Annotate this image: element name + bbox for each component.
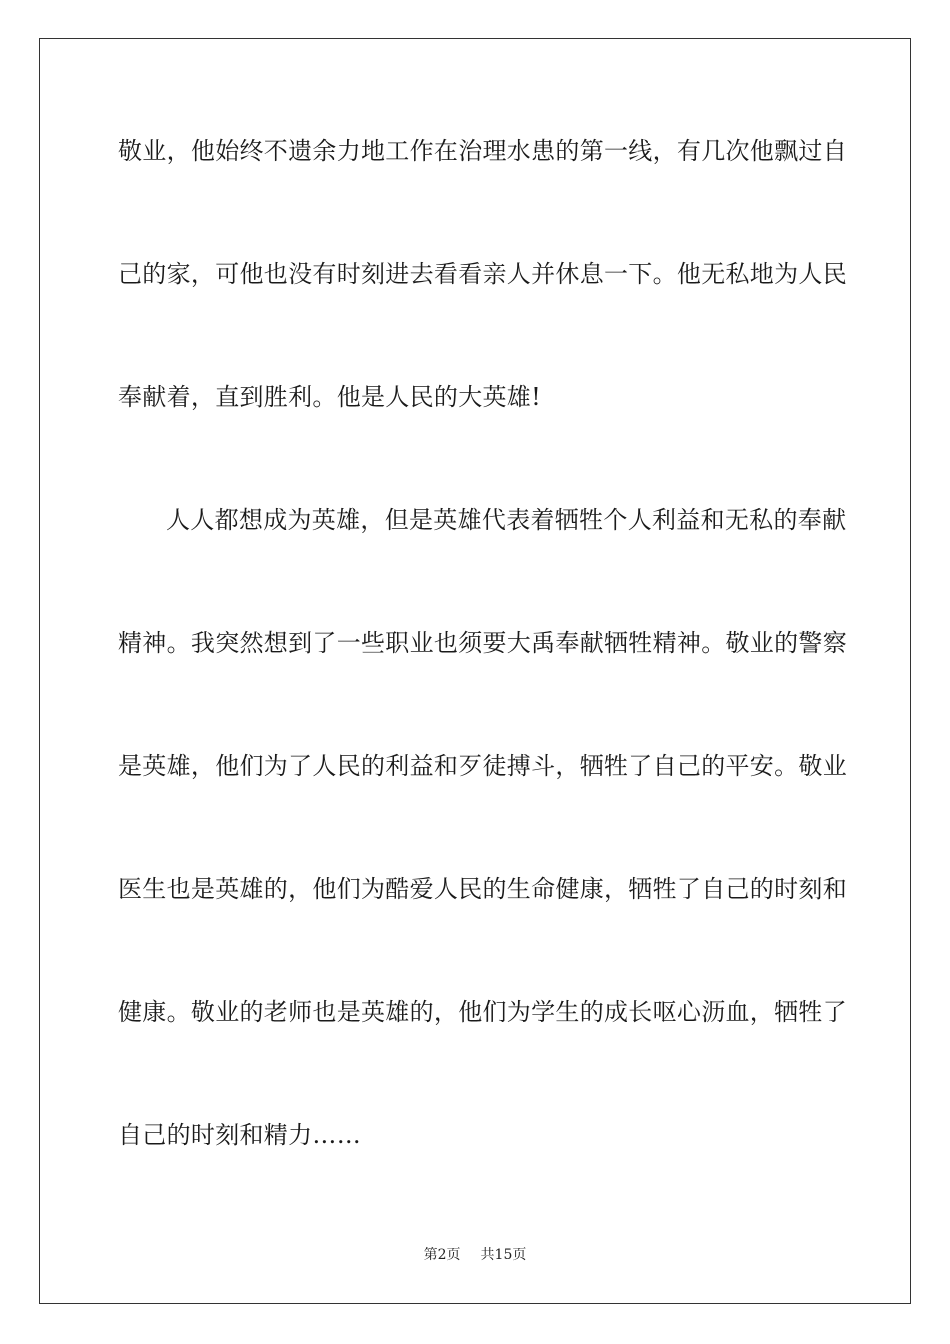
paragraph-line-2: 己的家，可他也没有时刻进去看看亲人并休息一下。他无私地为人民: [118, 260, 847, 288]
paragraph-line-9: 自己的时刻和精力……: [118, 1121, 361, 1149]
page-number-total: 共15页: [480, 1247, 527, 1263]
paragraph-line-4: 人人都想成为英雄，但是英雄代表着牺牲个人利益和无私的奉献: [166, 506, 847, 534]
paragraph-line-1: 敬业，他始终不遗余力地工作在治理水患的第一线，有几次他飘过自: [118, 137, 847, 165]
page-border: [39, 38, 911, 1304]
paragraph-line-7: 医生也是英雄的，他们为酷爱人民的生命健康，牺牲了自己的时刻和: [118, 875, 847, 903]
paragraph-line-3: 奉献着，直到胜利。他是人民的大英雄!: [118, 383, 542, 411]
paragraph-line-6: 是英雄，他们为了人民的利益和歹徒搏斗，牺牲了自己的平安。敬业: [118, 752, 847, 780]
page-footer: [0, 1246, 950, 1264]
paragraph-line-5: 精神。我突然想到了一些职业也须要大禹奉献牺牲精神。敬业的警察: [118, 629, 847, 657]
page-number-current: 第2页: [423, 1247, 461, 1263]
paragraph-line-8: 健康。敬业的老师也是英雄的，他们为学生的成长呕心沥血，牺牲了: [118, 998, 847, 1026]
